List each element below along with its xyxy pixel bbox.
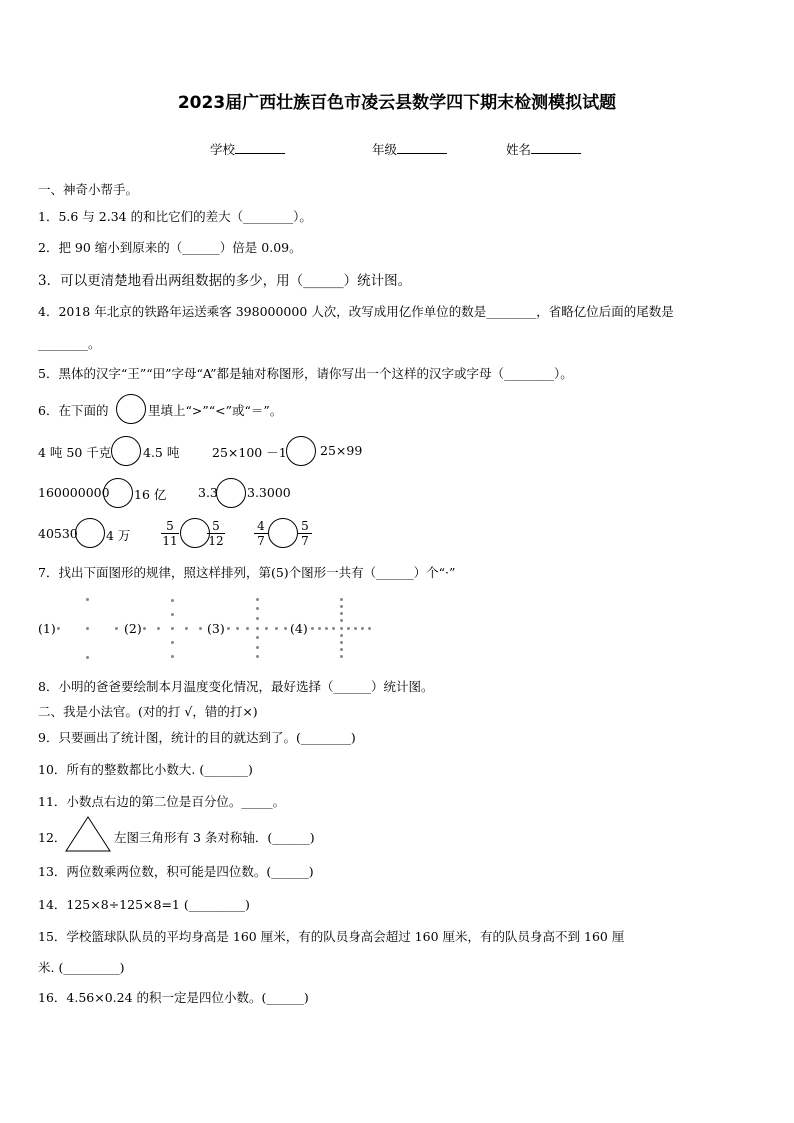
pattern-dot: [256, 627, 259, 630]
question-11: 11．小数点右边的第二位是百分位。_____。: [38, 794, 286, 809]
question-16: 16．4.56×0.24 的积一定是四位小数。(______): [38, 990, 309, 1005]
pattern-dot: [86, 598, 89, 601]
grade-field[interactable]: [372, 140, 447, 158]
question-4-line-1: 4．2018 年北京的铁路年运送乘客 398000000 人次，改写成用亿作单位的数是________，省略亿位后面的尾数是: [38, 304, 674, 319]
school-field[interactable]: [210, 140, 285, 158]
section-2-heading: 二、我是小法官。(对的打 √，错的打×): [38, 704, 258, 719]
pattern-dot: [284, 627, 287, 630]
answer-circle[interactable]: [111, 436, 141, 466]
pattern-dot: [171, 641, 174, 644]
pattern-dot: [256, 617, 259, 620]
school-label: 学校: [210, 142, 236, 157]
figure-label-1: (1): [38, 621, 56, 636]
compare-3-left: 160000000: [38, 485, 110, 500]
compare-4-left: 3.3: [198, 485, 218, 500]
pattern-dot: [311, 627, 314, 630]
section-1-heading: 一、神奇小帮手。: [38, 182, 139, 197]
question-15-line-1: 15．学校篮球队队员的平均身高是 160 厘米，有的队员身高会超过 160 厘米，有的队员身高不到 160 厘: [38, 929, 625, 944]
question-1: 1．5.6 与 2.34 的和比它们的差大（________）。: [38, 209, 312, 224]
pattern-dot: [340, 598, 343, 601]
pattern-dot: [199, 627, 202, 630]
fraction-denominator: 7: [257, 534, 265, 548]
compare-1-right: 4.5 吨: [143, 445, 180, 460]
answer-circle[interactable]: [180, 518, 210, 548]
name-label: 姓名: [506, 142, 532, 157]
fraction-denominator: 12: [208, 534, 224, 548]
pattern-dot: [347, 627, 350, 630]
compare-2-left: 25×100 －1: [212, 445, 287, 460]
pattern-dot: [354, 627, 357, 630]
pattern-dot: [340, 634, 343, 637]
question-7: 7．找出下面图形的规律，照这样排列，第(5)个图形一共有（______）个“·”: [38, 565, 456, 580]
pattern-dot: [256, 598, 259, 601]
answer-circle[interactable]: [216, 478, 246, 508]
question-12-number: 12．: [38, 830, 67, 845]
fraction-5-7: [298, 519, 312, 548]
pattern-dot: [227, 627, 230, 630]
question-9: 9．只要画出了统计图，统计的目的就达到了。(________): [38, 730, 356, 745]
page-title: 2023届广西壮族百色市凌云县数学四下期末检测模拟试题: [177, 93, 617, 113]
fraction-5-12: [207, 519, 225, 548]
answer-circle[interactable]: [286, 436, 316, 466]
answer-circle[interactable]: [103, 478, 133, 508]
pattern-dot: [340, 627, 343, 630]
answer-circle[interactable]: [268, 518, 298, 548]
answer-circle[interactable]: [75, 518, 105, 548]
figure-label-2: (2): [124, 621, 142, 636]
pattern-dot: [340, 612, 343, 615]
pattern-dot: [157, 627, 160, 630]
name-field[interactable]: [506, 140, 581, 158]
pattern-dot: [332, 627, 335, 630]
pattern-dot: [256, 646, 259, 649]
pattern-dot: [368, 627, 371, 630]
pattern-dot: [340, 648, 343, 651]
question-8: 8．小明的爸爸要绘制本月温度变化情况，最好选择（______）统计图。: [38, 679, 434, 694]
fraction-denominator: 7: [301, 534, 309, 548]
example-circle: [116, 394, 146, 424]
pattern-dot: [361, 627, 364, 630]
compare-2-right: 25×99: [320, 443, 363, 458]
question-2: 2．把 90 缩小到原来的（______）倍是 0.09。: [38, 240, 302, 255]
pattern-dot: [256, 655, 259, 658]
question-15-line-2: 米. (_________): [38, 960, 125, 975]
pattern-dot: [86, 627, 89, 630]
grade-label: 年级: [372, 142, 398, 157]
fraction-numerator: 5: [298, 519, 312, 534]
question-6-prefix: 6．在下面的: [38, 403, 109, 418]
pattern-dot: [340, 605, 343, 608]
fraction-numerator: 5: [207, 519, 225, 534]
fraction-denominator: 11: [162, 534, 178, 548]
pattern-dot: [256, 636, 259, 639]
pattern-dot: [340, 619, 343, 622]
figure-label-3: (3): [207, 621, 225, 636]
pattern-dot: [143, 627, 146, 630]
compare-1-left: 4 吨 50 千克: [38, 445, 112, 460]
question-10: 10．所有的整数都比小数大. (_______): [38, 762, 253, 777]
compare-3-right: 16 亿: [134, 487, 167, 502]
question-3: 3．可以更清楚地看出两组数据的多少，用（______）统计图。: [38, 273, 412, 289]
school-blank[interactable]: [235, 141, 285, 154]
triangle-figure: [64, 815, 112, 853]
pattern-dot: [171, 627, 174, 630]
compare-5-right: 4 万: [106, 528, 131, 543]
question-6-suffix: 里填上“>”“<”或“＝”。: [148, 403, 283, 418]
pattern-dot: [340, 655, 343, 658]
question-13: 13．两位数乘两位数，积可能是四位数。(______): [38, 864, 314, 879]
name-blank[interactable]: [531, 141, 581, 154]
pattern-dot: [185, 627, 188, 630]
pattern-dot: [246, 627, 249, 630]
pattern-dot: [115, 627, 118, 630]
compare-4-right: 3.3000: [247, 485, 291, 500]
pattern-dot: [171, 655, 174, 658]
pattern-dot: [256, 607, 259, 610]
question-14: 14．125×8÷125×8=1 (_________): [38, 897, 250, 912]
pattern-dot: [236, 627, 239, 630]
question-4-line-2: ________。: [38, 336, 101, 351]
pattern-dot: [275, 627, 278, 630]
pattern-dot: [171, 613, 174, 616]
fraction-5-11: [161, 519, 179, 548]
pattern-dot: [57, 627, 60, 630]
figure-label-4: (4): [290, 621, 308, 636]
pattern-dot: [265, 627, 268, 630]
question-5: 5．黑体的汉字“王”“田”字母“A”都是轴对称图形，请你写出一个这样的汉字或字母（________）。: [38, 366, 573, 381]
pattern-dot: [325, 627, 328, 630]
grade-blank[interactable]: [397, 141, 447, 154]
pattern-dot: [340, 641, 343, 644]
compare-5-left: 40530: [38, 526, 78, 541]
fraction-4-7: [254, 519, 268, 548]
question-12: 左图三角形有 3 条对称轴．(______): [114, 830, 315, 845]
fraction-numerator: 4: [254, 519, 268, 534]
pattern-dot: [171, 599, 174, 602]
pattern-dot: [318, 627, 321, 630]
fraction-numerator: 5: [161, 519, 179, 534]
pattern-dot: [86, 656, 89, 659]
